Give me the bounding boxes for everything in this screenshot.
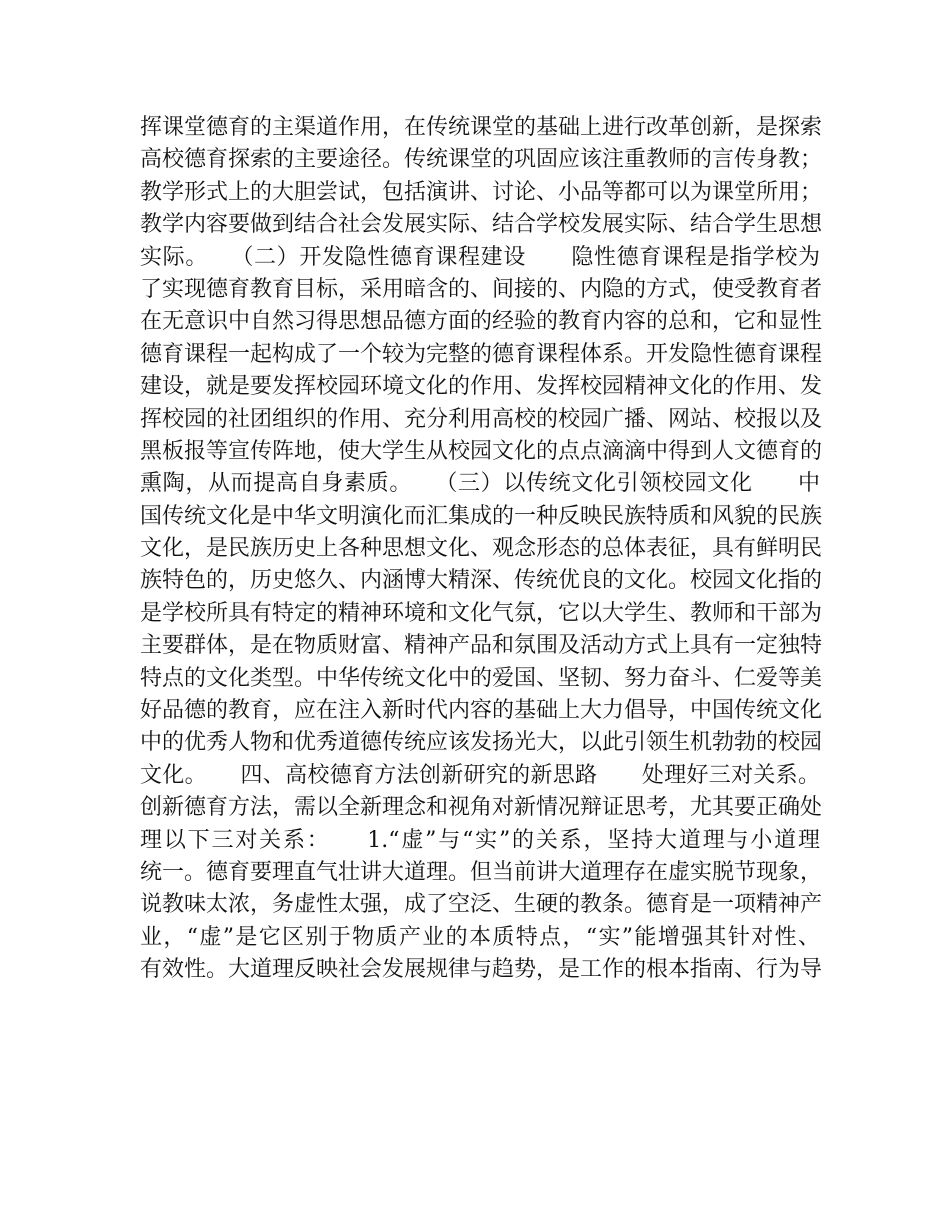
text-line: 高校德育探索的主要途径。传统课堂的巩固应该注重教师的言传身教； — [140, 147, 823, 173]
text-line: 特点的文化类型。中华传统文化中的爱国、坚韧、努力奋斗、仁爱等美 — [140, 665, 823, 691]
text-line: 有效性。大道理反映社会发展规律与趋势，是工作的根本指南、行为导 — [140, 957, 823, 983]
text-line: 是学校所具有特定的精神环境和文化气氛，它以大学生、教师和干部为 — [140, 600, 823, 626]
text-line: 建设，就是要发挥校园环境文化的作用、发挥校园精神文化的作用、发 — [140, 374, 823, 400]
text-line: 黑板报等宣传阵地，使大学生从校园文化的点点滴滴中得到人文德育的 — [140, 438, 823, 464]
text-line: 熏陶，从而提高自身素质。 （三）以传统文化引领校园文化 中 — [140, 471, 820, 497]
text-line: 教学形式上的大胆尝试，包括演讲、讨论、小品等都可以为课堂所用； — [140, 179, 823, 205]
text-line: 了实现德育教育目标，采用暗含的、间接的、内隐的方式，使受教育者 — [140, 276, 823, 302]
text-line: 说教味太浓，务虚性太强，成了空泛、生硬的教条。德育是一项精神产 — [140, 892, 823, 918]
text-line: 在无意识中自然习得思想品德方面的经验的教育内容的总和，它和显性 — [140, 309, 823, 335]
text-line: 好品德的教育，应在注入新时代内容的基础上大力倡导，中国传统文化 — [140, 698, 823, 724]
body-text — [140, 112, 823, 987]
text-line: 挥校园的社团组织的作用、充分利用高校的校园广播、网站、校报以及 — [140, 406, 823, 432]
text-line: 理以下三对关系： 1.“虚”与“实”的关系，坚持大道理与小道理 — [140, 827, 820, 853]
text-line: 国传统文化是中华文明演化而汇集成的一种反映民族特质和风貌的民族 — [140, 503, 823, 529]
text-line: 实际。 （二）开发隐性德育课程建设 隐性德育课程是指学校为 — [140, 244, 820, 270]
text-line: 中的优秀人物和优秀道德传统应该发扬光大，以此引领生机勃勃的校园 — [140, 730, 823, 756]
text-line: 族特色的，历史悠久、内涵博大精深、传统优良的文化。校园文化指的 — [140, 568, 823, 594]
text-line: 主要群体，是在物质财富、精神产品和氛围及活动方式上具有一定独特 — [140, 633, 823, 659]
text-line: 文化，是民族历史上各种思想文化、观念形态的总体表征，具有鲜明民 — [140, 536, 823, 562]
text-line: 文化。 四、高校德育方法创新研究的新思路 处理好三对关系。 — [140, 762, 820, 788]
text-line: 德育课程一起构成了一个较为完整的德育课程体系。开发隐性德育课程 — [140, 341, 823, 367]
text-line: 统一。德育要理直气壮讲大道理。但当前讲大道理存在虚实脱节现象， — [140, 859, 823, 885]
text-line: 业，“虚”是它区别于物质产业的本质特点，“实”能增强其针对性、 — [140, 924, 820, 950]
text-line: 创新德育方法，需以全新理念和视角对新情况辩证思考，尤其要正确处 — [140, 795, 823, 821]
text-line: 教学内容要做到结合社会发展实际、结合学校发展实际、结合学生思想 — [140, 212, 823, 238]
text-line: 挥课堂德育的主渠道作用，在传统课堂的基础上进行改革创新，是探索 — [140, 115, 823, 140]
